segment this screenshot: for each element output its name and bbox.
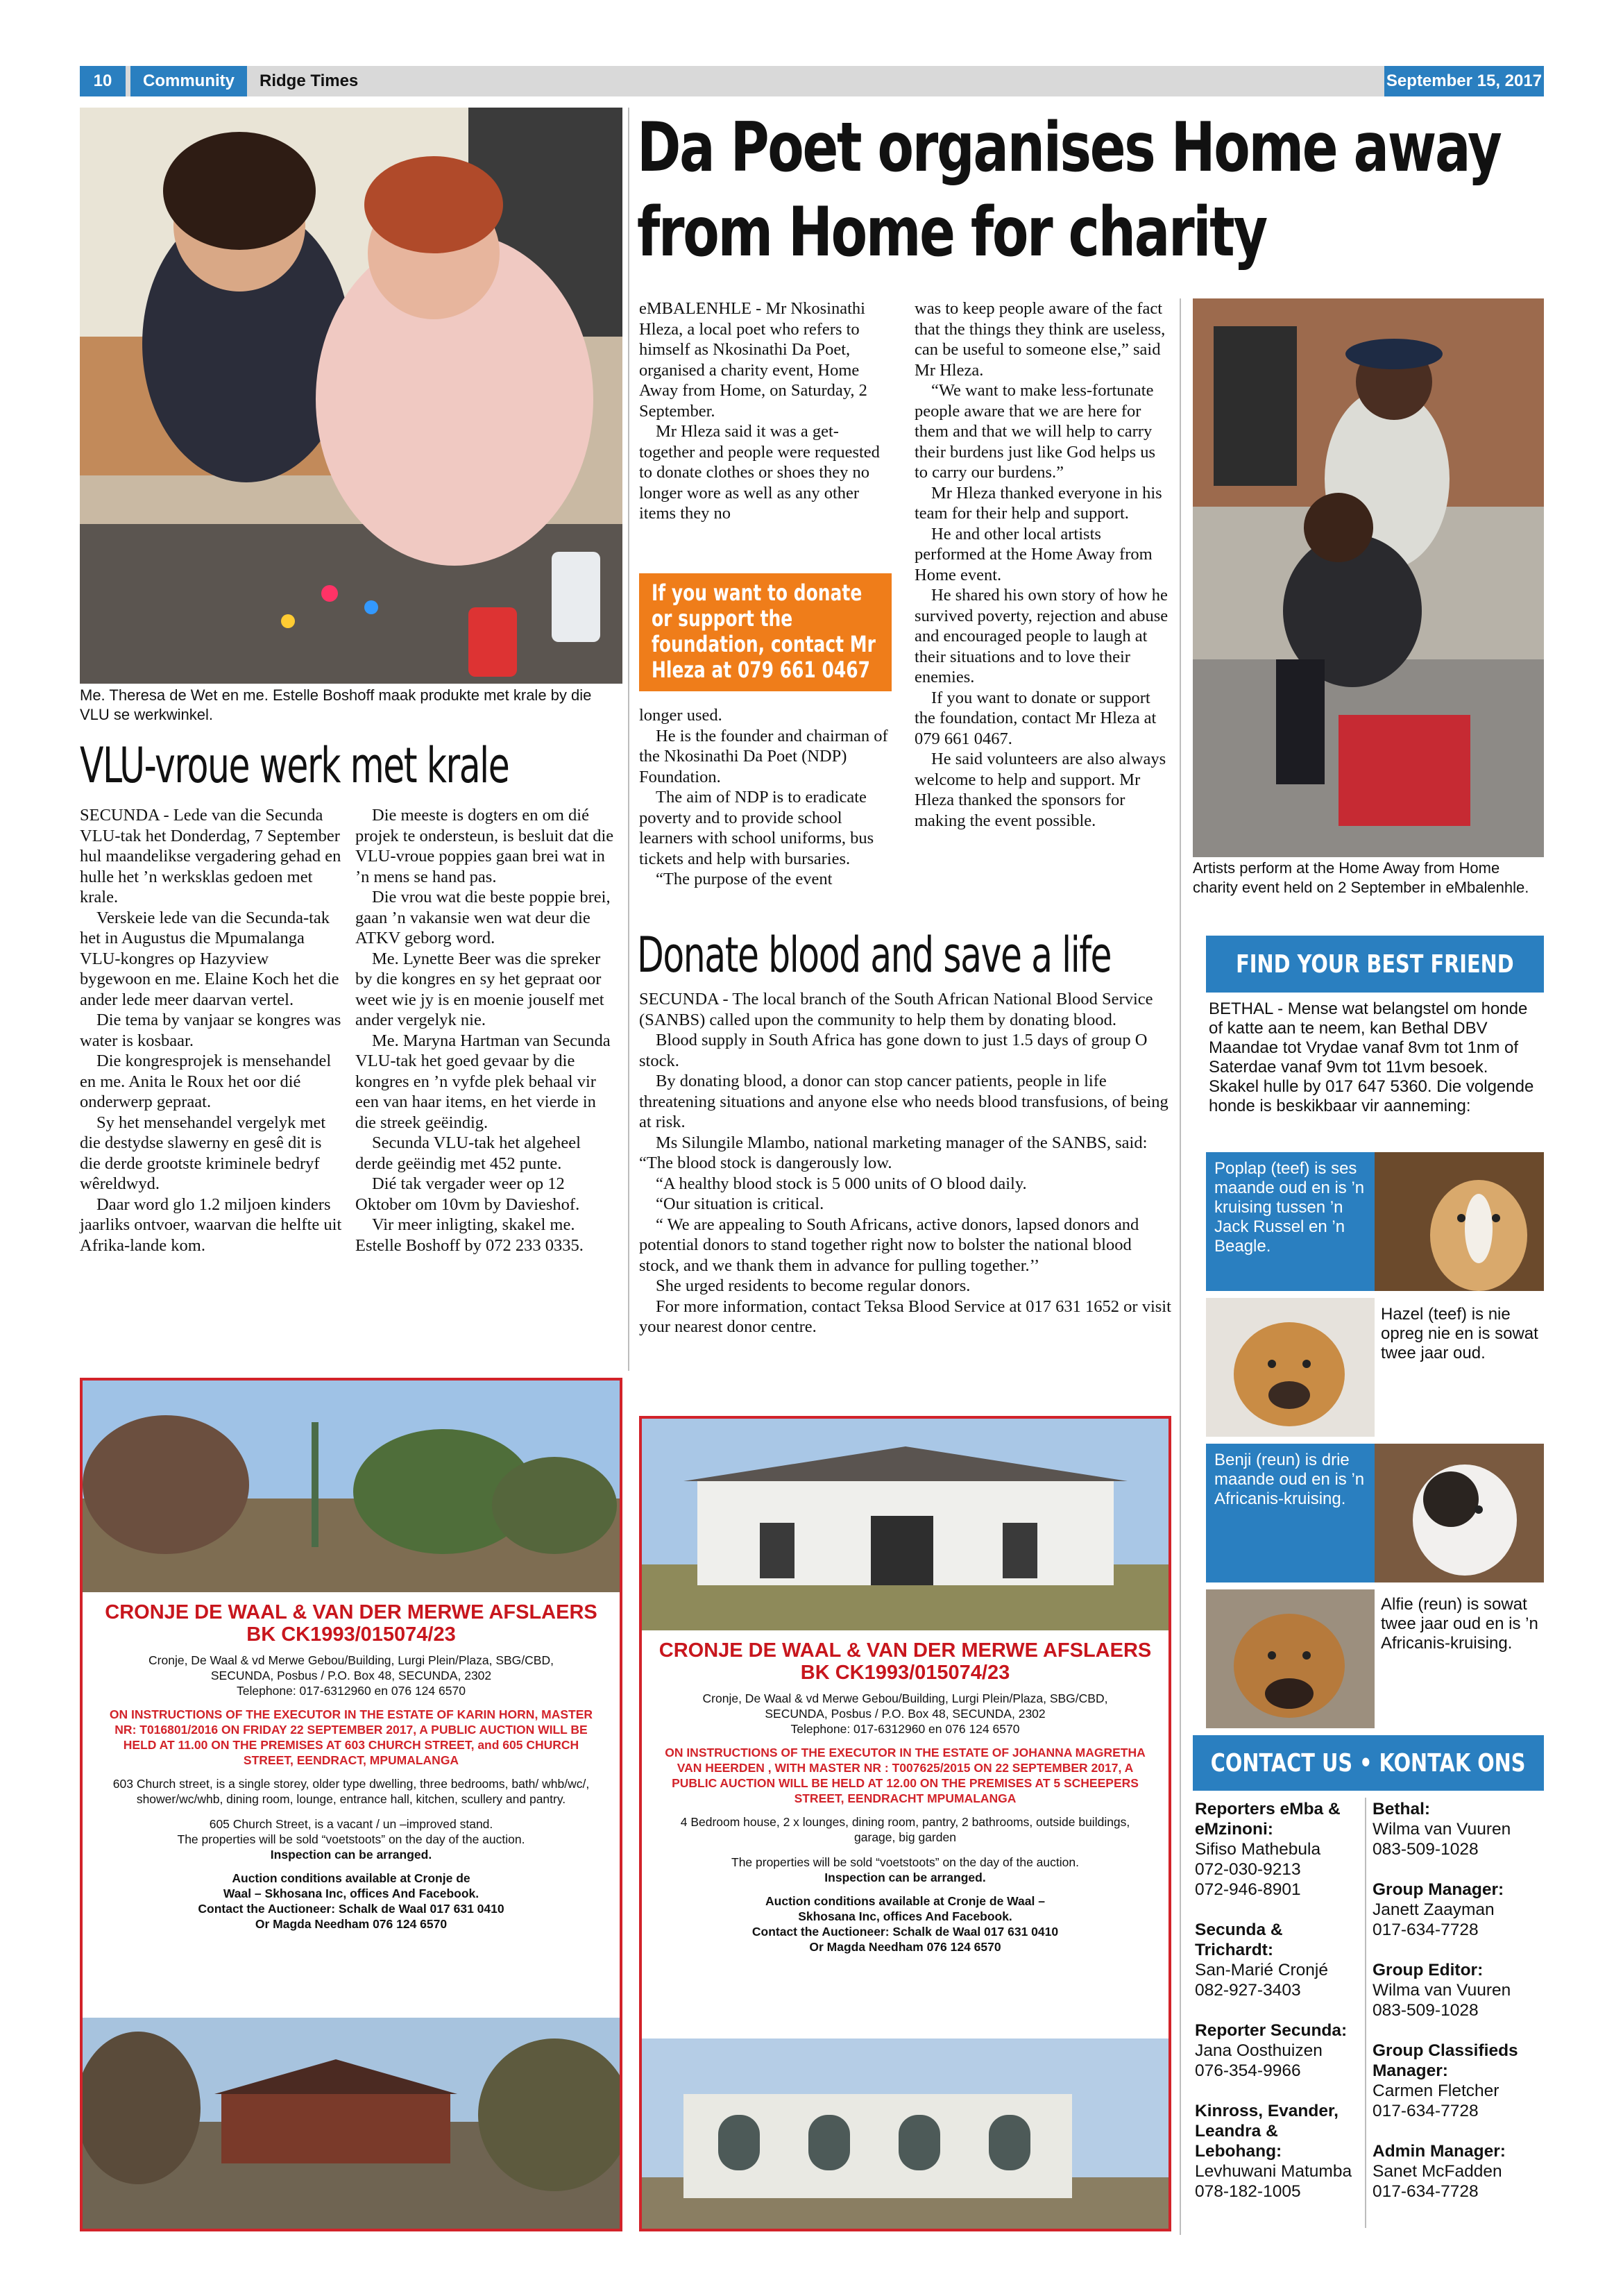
auction-ad-2 <box>639 1416 1171 2231</box>
ad2-contact: Contact the Auctioneer: Schalk de Waal 017 631 0410 <box>751 1925 1059 1939</box>
blood-para: “Our situation is critical. <box>656 1195 824 1213</box>
friend-title-bar <box>1206 936 1544 993</box>
contact-line: Sifiso Mathebula <box>1195 1840 1321 1859</box>
blood-para: SECUNDA - The local branch of the South African National Blood Service (SANBS) called upon the community to help them by donating blood. <box>639 990 1153 1029</box>
vlu-para: Dié tak vergader weer op 12 Oktober om 10vm by Davieshof. <box>355 1174 580 1214</box>
contact-label: Reporters eMba & eMzinoni: <box>1195 1800 1341 1839</box>
ad1-title-2: BK CK1993/015074/23 <box>246 1623 456 1646</box>
ad2-instructions: ON INSTRUCTIONS OF THE EXECUTOR IN THE ESTATE OF JOHANNA MAGRETHA VAN HEERDEN , WITH MASTER NR : T007625/2015 ON 22 SEPTEMBER 2017, A PUBLIC AUCTION WILL BE HELD AT 12.00 ON THE PREMISES AT 5 SCHEEPERS STREET, EENDRACHT MPUMALANGA <box>665 1746 1146 1805</box>
poet-para: He shared his own story of how he survived poverty, rejection and abuse and encouraged people to laugh at their situations and to love their enemies. <box>915 586 1169 686</box>
vlu-column-1 <box>80 805 343 1256</box>
poet-para: “The purpose of the event <box>656 870 833 888</box>
poet-para: Mr Hleza said it was a get-together and people were requested to donate clothes or shoes they no longer wore as well as any other items they no <box>639 422 880 523</box>
contact-label: Admin Manager: <box>1373 2142 1506 2161</box>
dog-4-text: Alfie (reun) is sowat twee jaar oud en is ’n Africanis-kruising. <box>1381 1595 1538 1653</box>
contact-title-bar <box>1193 1735 1544 1791</box>
ad2-title-2: BK CK1993/015074/23 <box>800 1662 1010 1684</box>
dog-1-photo <box>1375 1152 1544 1291</box>
ad1-instructions: ON INSTRUCTIONS OF THE EXECUTOR IN THE ESTATE OF KARIN HORN, MASTER NR: T016801/2016 ON FRIDAY 22 SEPTEMBER 2017, A PUBLIC AUCTION WILL BE HELD AT 11.00 ON THE PREMISES AT 603 CHURCH STREET, and 605 CHURCH STREET, EENDRACT, MPUMALANGA <box>109 1707 593 1767</box>
friend-intro: BETHAL - Mense wat belangstel om honde of katte aan te neem, kan Bethal DBV Maandae tot Vrydae vanaf 8vm tot 1nm of Saterdae vanaf 9vm tot 11vm besoek. Skakel hulle by 017 647 5360. Die volgende honde is beskikbaar vir aanneming: <box>1209 999 1534 1115</box>
poet-para: He and other local artists performed at the Home Away from Home event. <box>915 524 1153 584</box>
contact-label: Group Manager: <box>1373 1880 1504 1899</box>
contact-line: 072-946-8901 <box>1195 1880 1301 1899</box>
vlu-para: Die vrou wat die beste poppie brei, gaan ’n vakansie wen wat deur die ATKV geborg word. <box>355 888 611 947</box>
column-divider <box>628 108 629 1371</box>
poet-para: The aim of NDP is to eradicate poverty and to provide school learners with school uniforms, bus tickets and help with bursaries. <box>639 788 874 868</box>
blood-para: “ We are appealing to South Africans, active donors, lapsed donors and potential donors to stand together right now to bolster the national blood stock, and we thank them in advance for pulling together.’’ <box>639 1215 1139 1275</box>
contact-line: 072-030-9213 <box>1195 1860 1301 1879</box>
dog-4-photo <box>1206 1589 1375 1728</box>
contact-line: Carmen Fletcher <box>1373 2082 1499 2100</box>
ad1-inspection: Inspection can be arranged. <box>270 1848 432 1862</box>
ad2-voetstoots: The properties will be sold “voetstoots” on the day of the auction. <box>731 1855 1079 1869</box>
ad1-contact: Contact the Auctioneer: Schalk de Waal 017 631 0410 <box>198 1902 504 1916</box>
vlu-column-2 <box>355 805 619 1256</box>
ad2-title-1: CRONJE DE WAAL & VAN DER MERWE AFSLAERS <box>658 1639 1152 1662</box>
contact-line: 017-634-7728 <box>1373 1921 1479 1939</box>
dog-3-photo <box>1375 1444 1544 1582</box>
contact-line: 076-354-9966 <box>1195 2061 1301 2080</box>
ad1-title-1: CRONJE DE WAAL & VAN DER MERWE AFSLAERS <box>105 1601 597 1623</box>
vlu-para: Die kongresprojek is mensehandel en me. Anita le Roux het oor dié onderwerp gepraat. <box>80 1052 332 1111</box>
contact-label: Secunda & Trichardt: <box>1195 1921 1283 1959</box>
dog-1-text: Poplap (teef) is ses maande oud en is ’n kruising tussen ’n Jack Russel en ’n Beagle. <box>1206 1152 1375 1291</box>
blood-para: “A healthy blood stock is 5 000 units of O blood daily. <box>656 1174 1027 1193</box>
contact-line: 082-927-3403 <box>1195 1981 1301 2000</box>
ad1-desc: 603 Church street, is a single storey, older type dwelling, three bedrooms, bath/ whb/wc/, shower/wc/whb, dining room, lounge, entrance hall, kitchen, scullery and pantry. <box>112 1777 590 1806</box>
poet-para: eMBALENHLE - Mr Nkosinathi Hleza, a local poet who refers to himself as Nkosinathi Da Poet, organised a charity event, Home Away from Home, on Saturday, 2 September. <box>639 299 867 421</box>
contact-line: Wilma van Vuuren <box>1373 1820 1511 1839</box>
poet-para: He is the founder and chairman of the Nkosinathi Da Poet (NDP) Foundation. <box>639 726 888 786</box>
contact-line: 083-509-1028 <box>1373 1840 1479 1859</box>
poet-photo <box>1193 298 1544 857</box>
poet-column-1-top <box>639 298 892 524</box>
paper-name: Ridge Times <box>260 71 359 90</box>
ad1-conditions: Auction conditions available at Cronje de Waal – Skhosana Inc, offices And Facebook. <box>223 1871 479 1900</box>
poet-para: If you want to donate or support the foundation, contact Mr Hleza at 079 661 0467. <box>915 688 1157 748</box>
ad1-photo-bottom <box>83 2018 620 2229</box>
poet-column-1-bottom <box>639 705 892 890</box>
vlu-para: Verskeie lede van die Secunda-tak het in Augustus die Mpumalanga VLU-kongres op Hazyview bygewoon en me. Elaine Koch het die ander lede meer daarvan vertel. <box>80 908 339 1009</box>
ad2-address: Cronje, De Waal & vd Merwe Gebou/Building, Lurgi Plein/Plaza, SBG/CBD, SECUNDA, Posbus / P.O. Box 48, SECUNDA, 2302 <box>702 1691 1108 1721</box>
ad1-photo-top <box>83 1381 620 1592</box>
vlu-para: Me. Lynette Beer was die spreker by die kongres en sy het gepraat oor weet wie jy is en moenie jouself met ander vergelyk nie. <box>355 949 604 1029</box>
contact-right <box>1373 1799 1543 2202</box>
ad2-inspection: Inspection can be arranged. <box>824 1871 986 1884</box>
poet-caption: Artists perform at the Home Away from Home charity event held on 2 September in eMbalenhle. <box>1193 859 1529 896</box>
contact-label: Group Editor: <box>1373 1961 1484 1980</box>
page-number: 10 <box>80 66 126 96</box>
contact-left <box>1195 1799 1361 2202</box>
contact-label: Group Classifieds Manager: <box>1373 2041 1518 2080</box>
contact-line: Wilma van Vuuren <box>1373 1981 1511 2000</box>
contact-line: Levhuwani Matumba <box>1195 2162 1352 2181</box>
poet-column-2 <box>915 298 1171 831</box>
ad1-contact-2: Or Magda Needham 076 124 6570 <box>255 1917 448 1931</box>
blood-para: Blood supply in South Africa has gone down to just 1.5 days of group O stock. <box>639 1031 1148 1070</box>
poet-para: was to keep people aware of the fact that the things they think are useless, can be useful to someone else,” said Mr Hleza. <box>915 299 1166 380</box>
ad1-voetstoots: The properties will be sold “voetstoots” on the day of the auction. <box>177 1832 525 1846</box>
pullquote-text: If you want to donate or support the foundation, contact Mr Hleza at 079 661 0467 <box>652 580 876 683</box>
contact-line: San-Marié Cronjé <box>1195 1961 1328 1980</box>
dog-3-text: Benji (reun) is drie maande oud en is ’n Africanis-kruising. <box>1206 1444 1375 1582</box>
column-divider <box>1180 298 1181 2235</box>
contact-line: Janett Zaayman <box>1373 1900 1495 1919</box>
contact-divider <box>1365 1798 1366 2228</box>
auction-ad-1 <box>80 1378 622 2231</box>
contact-label: Bethal: <box>1373 1800 1431 1818</box>
vlu-para: Die meeste is dogters en om dié projek te ondersteun, is besluit dat die VLU-vroue poppies gaan brei wat in ’n mens se hand pas. <box>355 806 614 886</box>
section-label: Community <box>130 66 247 96</box>
poet-pullquote <box>639 573 892 691</box>
vlu-para: Sy het mensehandel vergelyk met die destydse slawerny en gesê dit is die derde grootste kriminele bedryf wêreldwyd. <box>80 1113 326 1193</box>
poet-title-line2: from Home for charity <box>637 193 1266 272</box>
poet-para: “We want to make less-fortunate people aware that we are here for them and that we will help to carry their burdens just like God helps us to carry our burdens.” <box>915 381 1156 482</box>
blood-para: She urged residents to become regular donors. <box>656 1276 971 1295</box>
contact-line: 017-634-7728 <box>1373 2182 1479 2201</box>
contact-line: 017-634-7728 <box>1373 2102 1479 2120</box>
issue-date: September 15, 2017 <box>1384 66 1544 96</box>
contact-label: Reporter Secunda: <box>1195 2021 1348 2040</box>
vlu-para: Vir meer inligting, skakel me. Estelle Boshoff by 072 233 0335. <box>355 1215 584 1255</box>
contact-line: Sanet McFadden <box>1373 2162 1502 2181</box>
ad2-phone: Telephone: 017-6312960 en 076 124 6570 <box>790 1722 1020 1736</box>
vlu-para: SECUNDA - Lede van die Secunda VLU-tak het Donderdag, 7 September hul maandelikse vergadering gehad en hulle het ’n werksklas gedoen met krale. <box>80 806 341 906</box>
ad1-desc-2: 605 Church Street, is a vacant / un –improved stand. <box>209 1817 493 1831</box>
blood-article <box>639 989 1171 1337</box>
poet-para: He said volunteers are also always welcome to help and support. Mr Hleza thanked the sponsors for making the event possible. <box>915 750 1166 830</box>
dog-2-photo <box>1206 1298 1375 1437</box>
ad1-address: Cronje, De Waal & vd Merwe Gebou/Building, Lurgi Plein/Plaza, SBG/CBD, SECUNDA, Posbus / P.O. Box 48, SECUNDA, 2302 <box>148 1653 554 1682</box>
blood-para: Ms Silungile Mlambo, national marketing manager of the SANBS, said: “The blood stock is dangerously low. <box>639 1133 1148 1172</box>
vlu-para: Secunda VLU-tak het algeheel derde geëindig met 452 punte. <box>355 1133 581 1173</box>
contact-line: 078-182-1005 <box>1195 2182 1301 2201</box>
ad2-conditions: Auction conditions available at Cronje de Waal – Skhosana Inc, offices And Facebook. <box>765 1894 1045 1923</box>
poet-para: Mr Hleza thanked everyone in his team for their help and support. <box>915 483 1162 523</box>
contact-title: CONTACT US • KONTAK ONS <box>1211 1748 1526 1778</box>
ad2-photo-top <box>642 1419 1169 1630</box>
vlu-photo <box>80 108 622 684</box>
friend-title: FIND YOUR BEST FRIEND <box>1236 949 1514 979</box>
dog-2-text: Hazel (teef) is nie opreg nie en is sowat twee jaar oud. <box>1381 1305 1538 1362</box>
vlu-para: Die tema by vanjaar se kongres was water is kosbaar. <box>80 1011 341 1050</box>
ad2-contact-2: Or Magda Needham 076 124 6570 <box>809 1940 1001 1954</box>
blood-headline: Donate blood and save a life <box>637 927 1112 984</box>
contact-line: 083-509-1028 <box>1373 2001 1479 2020</box>
poet-para: longer used. <box>639 706 722 725</box>
ad2-desc: 4 Bedroom house, 2 x lounges, dining room, pantry, 2 bathrooms, outside buildings, garage, big garden <box>680 1815 1130 1844</box>
vlu-para: Daar word glo 1.2 miljoen kinders jaarliks ontvoer, waarvan die helfte uit Afrika-lande kom. <box>80 1195 342 1255</box>
ad1-phone: Telephone: 017-6312960 en 076 124 6570 <box>237 1684 466 1698</box>
ad2-photo-bottom <box>642 2038 1169 2229</box>
contact-line: Jana Oosthuizen <box>1195 2041 1323 2060</box>
poet-title-line1: Da Poet organises Home away <box>637 108 1501 187</box>
contact-label: Kinross, Evander, Leandra & Lebohang: <box>1195 2102 1339 2161</box>
blood-para: For more information, contact Teksa Blood Service at 017 631 1652 or visit your nearest donor centre. <box>639 1297 1171 1336</box>
vlu-para: Me. Maryna Hartman van Secunda VLU-tak het goed gevaar by die kongres en ’n vyfde plek behaal vir een van haar items, en het vierde in die streek geëindig. <box>355 1031 611 1132</box>
blood-para: By donating blood, a donor can stop cancer patients, people in life threatening situations and anyone else who needs blood transfusions, of being at risk. <box>639 1072 1169 1131</box>
vlu-caption: Me. Theresa de Wet en me. Estelle Boshoff maak produkte met krale by die VLU se werkwinkel. <box>80 686 592 723</box>
vlu-headline: VLU-vroue werk met krale <box>80 737 509 794</box>
